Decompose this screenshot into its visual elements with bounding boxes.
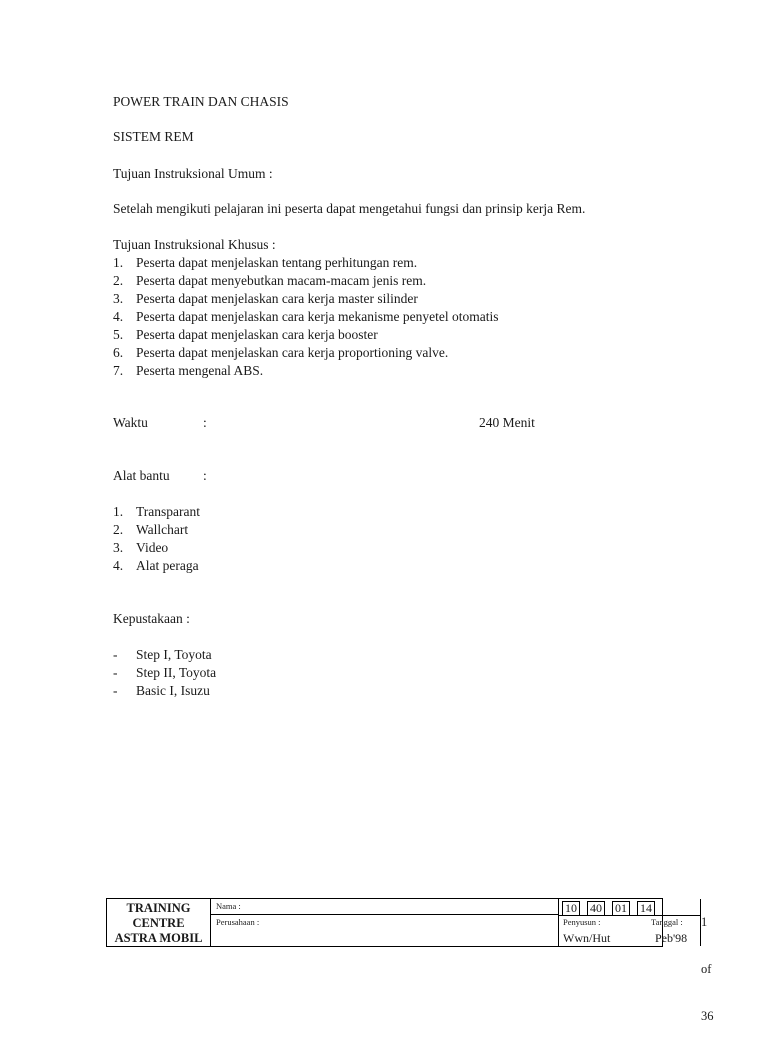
list-item-text: Peserta dapat menjelaskan cara kerja mekanisme penyetel otomatis — [136, 309, 499, 324]
time-value: 240 Menit — [479, 415, 535, 430]
tanggal-label: Tanggal : — [651, 917, 683, 927]
footer-code — [559, 899, 701, 946]
list-item-text: Peserta dapat menjelaskan cara kerja master silinder — [136, 291, 418, 306]
list-marker: 1. — [113, 504, 124, 519]
list-marker: 2. — [113, 522, 124, 537]
code-box: 01 — [612, 901, 630, 916]
code-boxes — [562, 900, 662, 915]
list-item-text: Wallchart — [136, 522, 189, 537]
specific-goal-label: Tujuan Instruksional Khusus : — [113, 237, 276, 252]
list-item-text: Peserta dapat menjelaskan cara kerja proportioning valve. — [136, 345, 449, 360]
list-marker: 5. — [113, 327, 124, 342]
list-marker: 3. — [113, 291, 124, 306]
list-item-text: Peserta mengenal ABS. — [136, 363, 264, 378]
footer-org — [107, 899, 211, 946]
code-box: 40 — [587, 901, 605, 916]
nama-label: Nama : — [211, 899, 558, 915]
footer-fields — [211, 899, 559, 946]
list-marker: - — [113, 647, 118, 662]
aids-colon: : — [203, 468, 207, 483]
list-marker: 6. — [113, 345, 124, 360]
divider — [559, 915, 700, 916]
list-marker: 4. — [113, 309, 124, 324]
org-line: ASTRA MOBIL — [114, 931, 203, 945]
doc-title: POWER TRAIN DAN CHASIS — [113, 94, 289, 109]
org-line: TRAINING — [126, 901, 191, 915]
list-marker: 2. — [113, 273, 124, 288]
aids-label: Alat bantu — [113, 468, 170, 483]
list-item-text: Peserta dapat menyebutkan macam-macam jenis rem. — [136, 273, 427, 288]
code-box: 14 — [637, 901, 655, 916]
list-marker: 3. — [113, 540, 124, 555]
list-marker: 7. — [113, 363, 124, 378]
time-colon: : — [203, 415, 207, 430]
list-item-text: Peserta dapat menjelaskan cara kerja booster — [136, 327, 378, 342]
list-item-text: Step I, Toyota — [136, 647, 212, 662]
library-label: Kepustakaan : — [113, 611, 190, 626]
list-item-text: Basic I, Isuzu — [136, 683, 210, 698]
list-marker: 1. — [113, 255, 124, 270]
list-marker: - — [113, 683, 118, 698]
time-label: Waktu — [113, 415, 148, 430]
doc-subtitle: SISTEM REM — [113, 129, 194, 144]
list-item-text: Video — [136, 540, 169, 555]
code-box: 10 — [562, 901, 580, 916]
general-goal-label: Tujuan Instruksional Umum : — [113, 166, 273, 181]
general-goal-text: Setelah mengikuti pelajaran ini peserta dapat mengetahui fungsi dan prinsip kerja Rem. — [113, 201, 586, 216]
list-item-text: Alat peraga — [136, 558, 199, 573]
list-marker: 4. — [113, 558, 124, 573]
list-marker: - — [113, 665, 118, 680]
list-item-text: Peserta dapat menjelaskan tentang perhitungan rem. — [136, 255, 418, 270]
footer-table: TRAINING CENTRE ASTRA MOBIL Nama : Perusahaan : 10 40 01 14 Penyusun : Tanggal : Wwn/Hut Peb'98 1 of 36 — [106, 898, 663, 947]
org-line: CENTRE — [132, 916, 185, 930]
list-item-text: Transparant — [136, 504, 200, 519]
penyusun-value: Wwn/Hut — [563, 931, 611, 945]
tanggal-value: Peb'98 — [655, 931, 688, 945]
perusahaan-label: Perusahaan : — [216, 917, 260, 927]
penyusun-label: Penyusun : — [563, 917, 601, 927]
list-item-text: Step II, Toyota — [136, 665, 217, 680]
